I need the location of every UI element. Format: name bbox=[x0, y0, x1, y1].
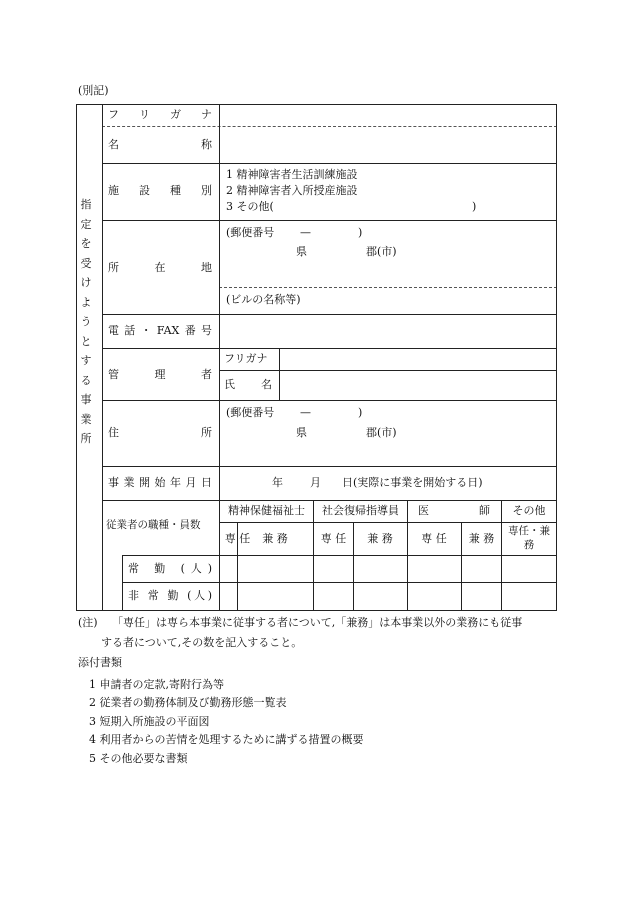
social-part: 兼 務 bbox=[367, 532, 393, 545]
side-label-char: よ bbox=[80, 295, 92, 309]
facility-type-1: 1 精神障害者生活訓練施設 bbox=[226, 168, 358, 181]
attachment-item: 4 利用者からの苦情を処理するために講ずる措置の概要 bbox=[89, 733, 364, 746]
col-doctor: 医 師 bbox=[418, 504, 490, 517]
start-month: 月 bbox=[310, 476, 321, 489]
side-label-char: 受 bbox=[80, 256, 92, 270]
address-prefecture: 県 bbox=[296, 426, 307, 439]
side-label-char: る bbox=[80, 373, 92, 387]
location-postal: (郵便番号 bbox=[226, 226, 275, 239]
psw-full: 専 任 bbox=[224, 532, 251, 545]
doctor-part: 兼 務 bbox=[468, 532, 495, 545]
location-postal-close: ) bbox=[358, 226, 363, 239]
address-postal-close: ) bbox=[358, 406, 363, 419]
side-label-char: う bbox=[80, 315, 92, 328]
facility-type-2: 2 精神障害者入所授産施設 bbox=[226, 184, 358, 197]
facility-type-label: 施 設 種 別 bbox=[108, 184, 212, 197]
manager-name: 氏 名 bbox=[224, 378, 272, 391]
facility-type-3: 3 その他( bbox=[226, 200, 274, 213]
col-other: その他 bbox=[512, 504, 546, 517]
col-social: 社会復帰指導員 bbox=[322, 504, 399, 517]
side-label-char: す bbox=[80, 354, 92, 367]
location-postal-dash: — bbox=[300, 226, 311, 239]
phone-fax-label: 電話・FAX番号 bbox=[108, 324, 212, 337]
note-line1: 「専任」は専ら本事業に従事する者について,「兼務」は本事業以外の業務にも従事 bbox=[112, 616, 523, 629]
side-label-char: 事 bbox=[80, 393, 92, 406]
manager-furigana: フリガナ bbox=[224, 352, 268, 365]
start-day-note: 日(実際に事業を開始する日) bbox=[342, 476, 483, 489]
furigana-label: フ リ ガ ナ bbox=[108, 108, 212, 121]
col-psw: 精神保健福祉士 bbox=[228, 504, 305, 517]
facility-type-3-close: ) bbox=[472, 200, 477, 213]
start-date-label: 事業開始年月日 bbox=[108, 476, 212, 489]
social-full: 専 任 bbox=[320, 532, 347, 545]
side-label-char: 定 bbox=[80, 217, 92, 231]
address-county: 郡(市) bbox=[366, 426, 397, 439]
name-label: 名 称 bbox=[108, 138, 212, 151]
row-full-time: 常 勤 (人) bbox=[128, 562, 212, 575]
row-part-time: 非 常 勤 (人) bbox=[128, 589, 212, 602]
side-label-char: 指 bbox=[80, 198, 92, 211]
manager-label: 管 理 者 bbox=[108, 368, 212, 381]
location-county: 郡(市) bbox=[366, 245, 397, 258]
attachment-item: 3 短期入所施設の平面図 bbox=[89, 715, 210, 728]
address-postal-dash: — bbox=[300, 406, 311, 419]
location-label: 所 在 地 bbox=[108, 261, 212, 274]
side-label-char: 所 bbox=[80, 432, 92, 445]
note-line2: する者について,その数を記入すること。 bbox=[101, 636, 303, 649]
attachment-item: 1 申請者の定款,寄附行為等 bbox=[89, 678, 224, 691]
side-label-char: を bbox=[80, 237, 92, 250]
address-label: 住 所 bbox=[108, 426, 212, 439]
other-full-part: 専任・兼務 bbox=[508, 525, 550, 551]
address-postal: (郵便番号 bbox=[226, 406, 275, 419]
attachment-item: 2 従業者の勤務体制及び勤務形態一覧表 bbox=[89, 696, 287, 709]
doctor-full: 専 任 bbox=[421, 532, 447, 545]
staff-label: 従業者の職種・員数 bbox=[106, 519, 201, 531]
attachment-item: 5 その他必要な書類 bbox=[89, 752, 188, 765]
side-label-char: 業 bbox=[80, 412, 92, 426]
side-label-char: と bbox=[80, 334, 92, 348]
start-year: 年 bbox=[272, 476, 283, 489]
location-prefecture: 県 bbox=[296, 245, 307, 258]
side-label-char: け bbox=[80, 276, 92, 289]
psw-part: 兼 務 bbox=[262, 532, 288, 545]
form-heading: (別記) bbox=[78, 84, 109, 97]
note-label: (注) bbox=[78, 616, 98, 629]
side-label bbox=[79, 195, 93, 449]
attachments-title: 添付書類 bbox=[78, 656, 122, 669]
location-building: (ビルの名称等) bbox=[226, 293, 301, 306]
